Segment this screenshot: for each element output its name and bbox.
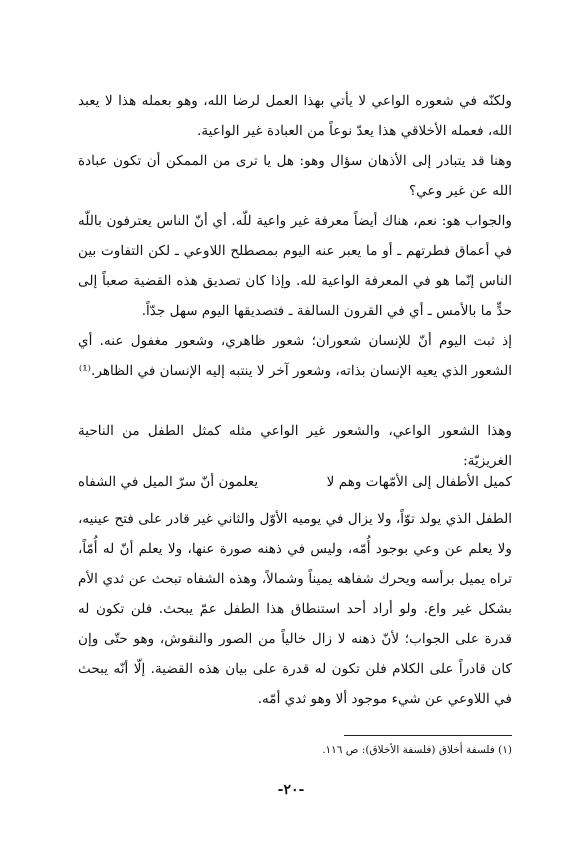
page-number: -٢٠- <box>277 782 305 798</box>
poem-verse <box>78 467 512 497</box>
paragraph-2: وهنا قد يتبادر إلى الأذهان سؤال وهو: هل يا ترى من الممكن أن تكون عبادة الله عن غير وعي؟ <box>78 153 512 199</box>
footnote-divider <box>344 735 512 736</box>
paragraph-4: إذ ثبت اليوم أنّ للإنسان شعوران؛ شعور ظاهري، وشعور مغفول عنه. أي الشعور الذي يعيه الإنسان بذاته، وشعور آخر لا ينتبه إليه الإنسان في الظاهر.⁽¹⁾ <box>78 333 512 379</box>
poem-first-hemistich: كميل الأطفال إلى الأمّهات وهم لا <box>326 474 512 490</box>
paragraph-5: وهذا الشعور الواعي، والشعور غير الواعي مثله كمثل الطفل من الناحية الغريزيّة: <box>78 423 512 469</box>
paragraph-1: ولكنّه في شعوره الواعي لا يأتي بهذا العمل لرضا الله، وهو بعمله هذا لا يعبد الله، فعمله الأخلاقي هذا يعدّ نوعاً من العبادة غير الواعية. <box>78 93 512 139</box>
paragraph-3: والجواب هو: نعم، هناك أيضاً معرفة غير واعية للّه. أي أنّ الناس يعترفون باللّه في أعماق فطرتهم ـ أو ما يعبر عنه اليوم بمصطلح اللاوعي ـ لكن التفاوت بين الناس إنّما هو في المعرفة الواعية لله. وإذا كان تصديق هذه القضية صعباً إلى حدٍّ ما بالأمس ـ أي في القرون السالفة ـ فتصديقها اليوم سهل جدّاً. <box>78 213 512 319</box>
poem-second-hemistich: يعلمون أنّ سرّ الميل في الشفاه <box>78 474 259 490</box>
footnote: (١) فلسفة أخلاق (فلسفة الأخلاق): ص ١١٦. <box>322 744 512 756</box>
paragraph-6: الطفل الذي يولد توّاً، ولا يزال في يوميه الأوّل والثاني غير قادر على فتح عينيه، ولا يعلم عن وعي بوجود أُمّه، وليس في ذهنه صورة عنها، ولا يعلم أنّ له أُمّاً، تراه يميل برأسه ويحرك شفاهه يميناً وشمالاً، وهذه الشفاه تبحث عن ثدي الأم بشكل غير واع. ولو أراد أحد استنطاق هذا الطفل عمّ يبحث. فلن تكون له قدرة على الجواب؛ لأنّ ذهنه لا زال خالياً من الصور والنقوش، وهو حتّى وإن كان قادراً على الكلام فلن تكون له قدرة على بيان هذه القضية. إلّا أنّه يبحث في اللاوعي عن شيء موجود ألا وهو ثدي أمّه. <box>78 511 512 707</box>
